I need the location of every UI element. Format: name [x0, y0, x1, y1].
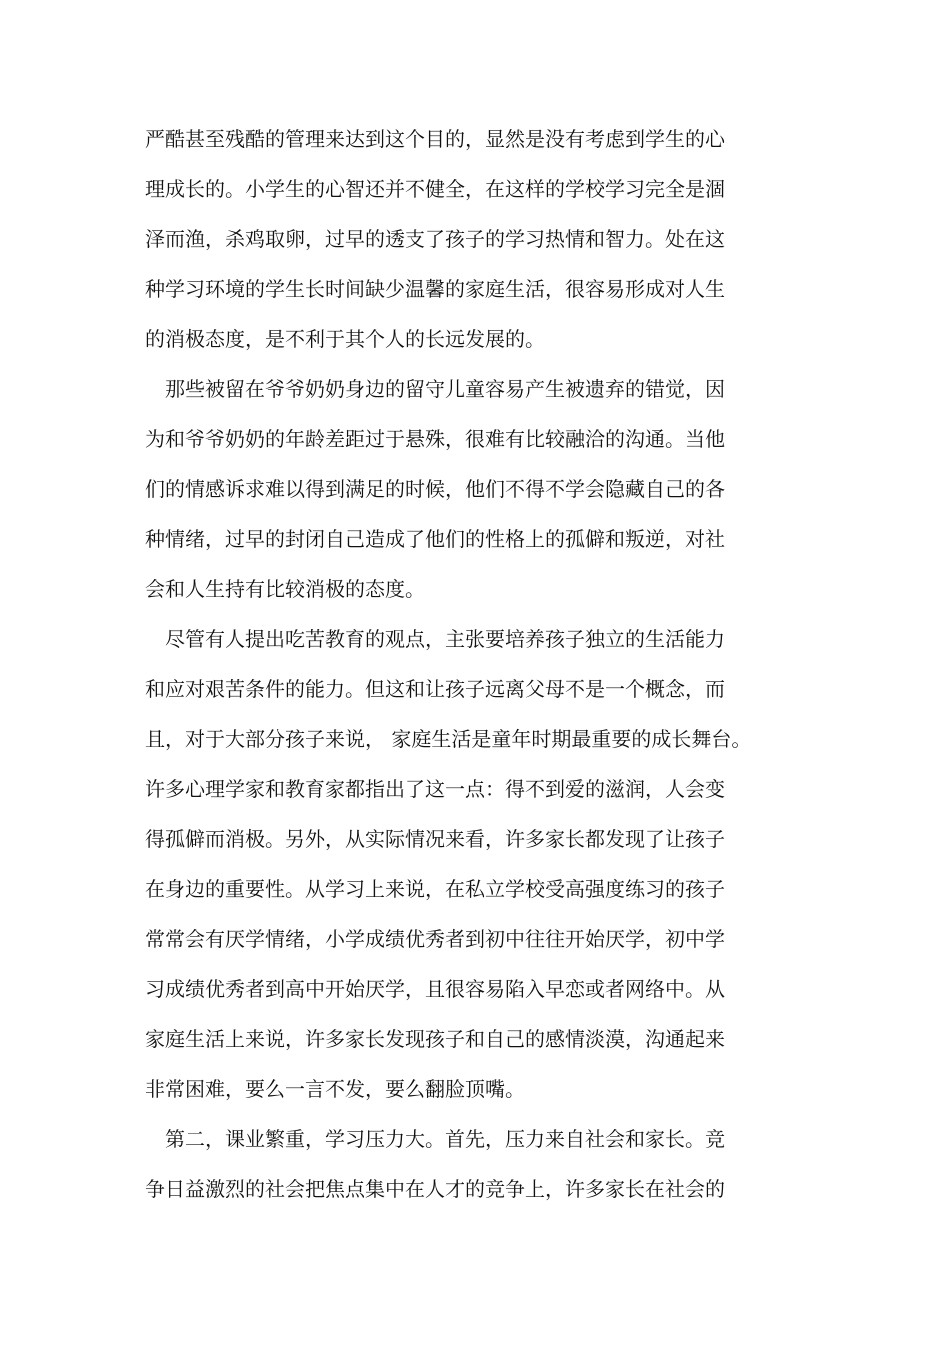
text-line: 严酷甚至残酷的管理来达到这个目的，显然是没有考虑到学生的心: [145, 127, 725, 151]
text-line: 会和人生持有比较消极的态度。: [145, 577, 425, 601]
text-line: 和应对艰苦条件的能力。但这和让孩子远离父母不是一个概念，而: [145, 677, 725, 701]
text-line: 的消极态度，是不利于其个人的长远发展的。: [145, 327, 545, 351]
text-line: 理成长的。小学生的心智还并不健全，在这样的学校学习完全是涸: [145, 177, 725, 201]
text-line: 泽而渔，杀鸡取卵，过早的透支了孩子的学习热情和智力。处在这: [145, 227, 725, 251]
text-line: 非常困难，要么一言不发，要么翻脸顶嘴。: [145, 1077, 525, 1101]
text-line: 在身边的重要性。从学习上来说，在私立学校受高强度练习的孩子: [145, 877, 725, 901]
text-line: 为和爷爷奶奶的年龄差距过于悬殊，很难有比较融洽的沟通。当他: [145, 427, 725, 451]
paragraph-first-line: 尽管有人提出吃苦教育的观点，主张要培养孩子独立的生活能力: [165, 627, 725, 651]
text-line: 家庭生活上来说，许多家长发现孩子和自己的感情淡漠，沟通起来: [145, 1027, 725, 1051]
paragraph-first-line: 那些被留在爷爷奶奶身边的留守儿童容易产生被遗弃的错觉，因: [165, 377, 725, 401]
text-line: 且，对于大部分孩子来说， 家庭生活是童年时期最重要的成长舞台。: [145, 727, 752, 751]
text-line: 争日益激烈的社会把焦点集中在人才的竞争上，许多家长在社会的: [145, 1177, 725, 1201]
paragraph-first-line: 第二，课业繁重，学习压力大。首先，压力来自社会和家长。竞: [165, 1127, 725, 1151]
text-line: 常常会有厌学情绪，小学成绩优秀者到初中往往开始厌学，初中学: [145, 927, 725, 951]
text-line: 习成绩优秀者到高中开始厌学，且很容易陷入早恋或者网络中。从: [145, 977, 725, 1001]
text-line: 得孤僻而消极。另外，从实际情况来看，许多家长都发现了让孩子: [145, 827, 725, 851]
text-line: 种学习环境的学生长时间缺少温馨的家庭生活，很容易形成对人生: [145, 277, 725, 301]
body-text: [145, 121, 775, 1221]
text-line: 许多心理学家和教育家都指出了这一点：得不到爱的滋润，人会变: [145, 777, 725, 801]
text-line: 们的情感诉求难以得到满足的时候，他们不得不学会隐藏自己的各: [145, 477, 725, 501]
text-line: 种情绪，过早的封闭自己造成了他们的性格上的孤僻和叛逆，对社: [145, 527, 725, 551]
